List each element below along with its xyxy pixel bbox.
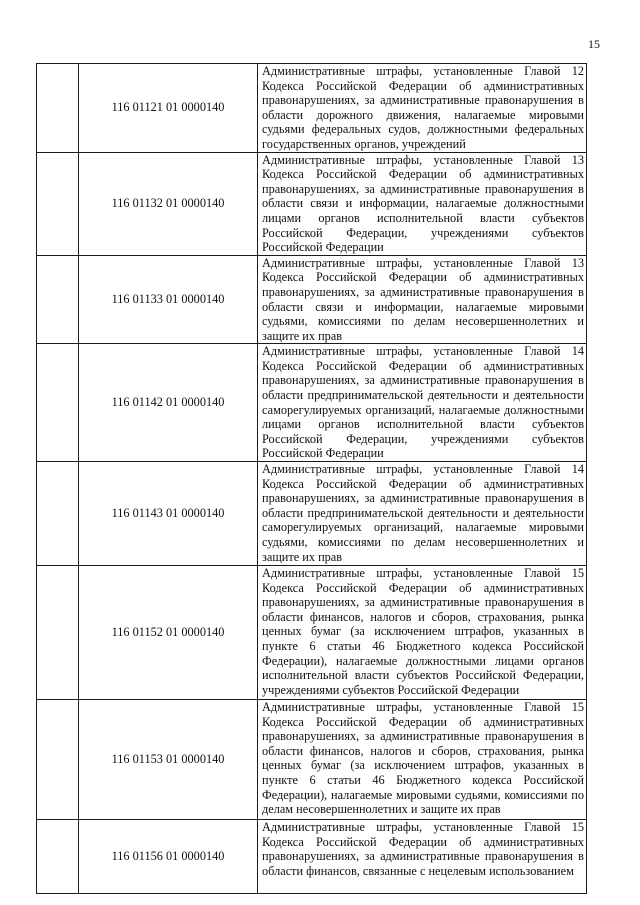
code-cell: 116 01132 01 0000140 [79,152,258,255]
row-number-cell [37,344,79,462]
description-cell [258,64,587,153]
table-row [37,64,587,153]
row-number-cell [37,462,79,566]
description-text: Административные штрафы, установленные Главой 13 Кодекса Российской Федерации об административных правонарушениях, за административные правонарушения в области связи и информации, налагаемые должностными лицами органов исполнительной власти субъектов Российской Федерации, учреждениями субъектов Российской Федерации [262,152,584,255]
code-cell: 116 01153 01 0000140 [79,700,258,820]
description-cell [258,462,587,566]
page-number: 15 [588,37,600,51]
description-cell [258,820,587,894]
row-number-cell [37,820,79,894]
description-text: Административные штрафы, установленные Главой 13 Кодекса Российской Федерации об административных правонарушениях, за административные правонарушения в области связи и информации, налагаемые мировыми судьями, комиссиями по делам несовершеннолетних и защите их прав [262,255,584,343]
code-cell: 116 01156 01 0000140 [79,820,258,894]
row-number-cell [37,64,79,153]
table-row [37,152,587,255]
description-text: Административные штрафы, установленные Главой 14 Кодекса Российской Федерации об административных правонарушениях, за административные правонарушения в области предпринимательской деятельности и деятельности саморегулируемых организаций, налагаемые мировыми судьями, комиссиями по делам несовершеннолетних и защите их прав [262,462,584,564]
budget-codes-table [36,63,587,894]
code-cell: 116 01143 01 0000140 [79,462,258,566]
description-text: Административные штрафы, установленные Главой 14 Кодекса Российской Федерации об административных правонарушениях, за административные правонарушения в области предпринимательской деятельности и деятельности саморегулируемых организаций, налагаемые должностными лицами органов исполнительной власти субъектов Российской Федерации, учреждениями субъектов Российской Федерации [262,344,584,461]
row-number-cell [37,152,79,255]
code-cell: 116 01121 01 0000140 [79,64,258,153]
description-text: Административные штрафы, установленные Главой 15 Кодекса Российской Федерации об административных правонарушениях, за административные правонарушения в области финансов, налогов и сборов, страхования, рынка ценных бумаг (за исключением штрафов, указанных в пункте 6 статьи 46 Бюджетного кодекса Российской Федерации), налагаемые должностными лицами органов исполнительной власти субъектов Российской Федерации, учреждениями субъектов Российской Федерации [262,566,584,697]
table-row [37,255,587,344]
description-text: Административные штрафы, установленные Главой 15 Кодекса Российской Федерации об административных правонарушениях, за административные правонарушения в области финансов, налогов и сборов, страхования, рынка ценных бумаг (за исключением штрафов, указанных в пункте 6 статьи 46 Бюджетного кодекса Российской Федерации), налагаемые мировыми судьями, комиссиями по делам несовершеннолетних и защите их прав [262,700,584,817]
table-row [37,344,587,462]
table-row [37,462,587,566]
description-cell [258,700,587,820]
table-row [37,820,587,894]
row-number-cell [37,566,79,700]
description-text: Административные штрафы, установленные Главой 15 Кодекса Российской Федерации об административных правонарушениях, за административные правонарушения в области финансов, связанные с нецелевым использованием [262,820,584,878]
description-text: Административные штрафы, установленные Главой 12 Кодекса Российской Федерации об административных правонарушениях, за административные правонарушения в области дорожного движения, налагаемые мировыми судьями федеральных судов, должностными федеральных государственных органов, учреждений [262,64,584,151]
table-row [37,700,587,820]
description-cell [258,566,587,700]
description-cell [258,255,587,344]
code-cell: 116 01133 01 0000140 [79,255,258,344]
code-cell: 116 01152 01 0000140 [79,566,258,700]
table-row [37,566,587,700]
code-cell: 116 01142 01 0000140 [79,344,258,462]
description-cell [258,344,587,462]
row-number-cell [37,700,79,820]
description-cell [258,152,587,255]
row-number-cell [37,255,79,344]
